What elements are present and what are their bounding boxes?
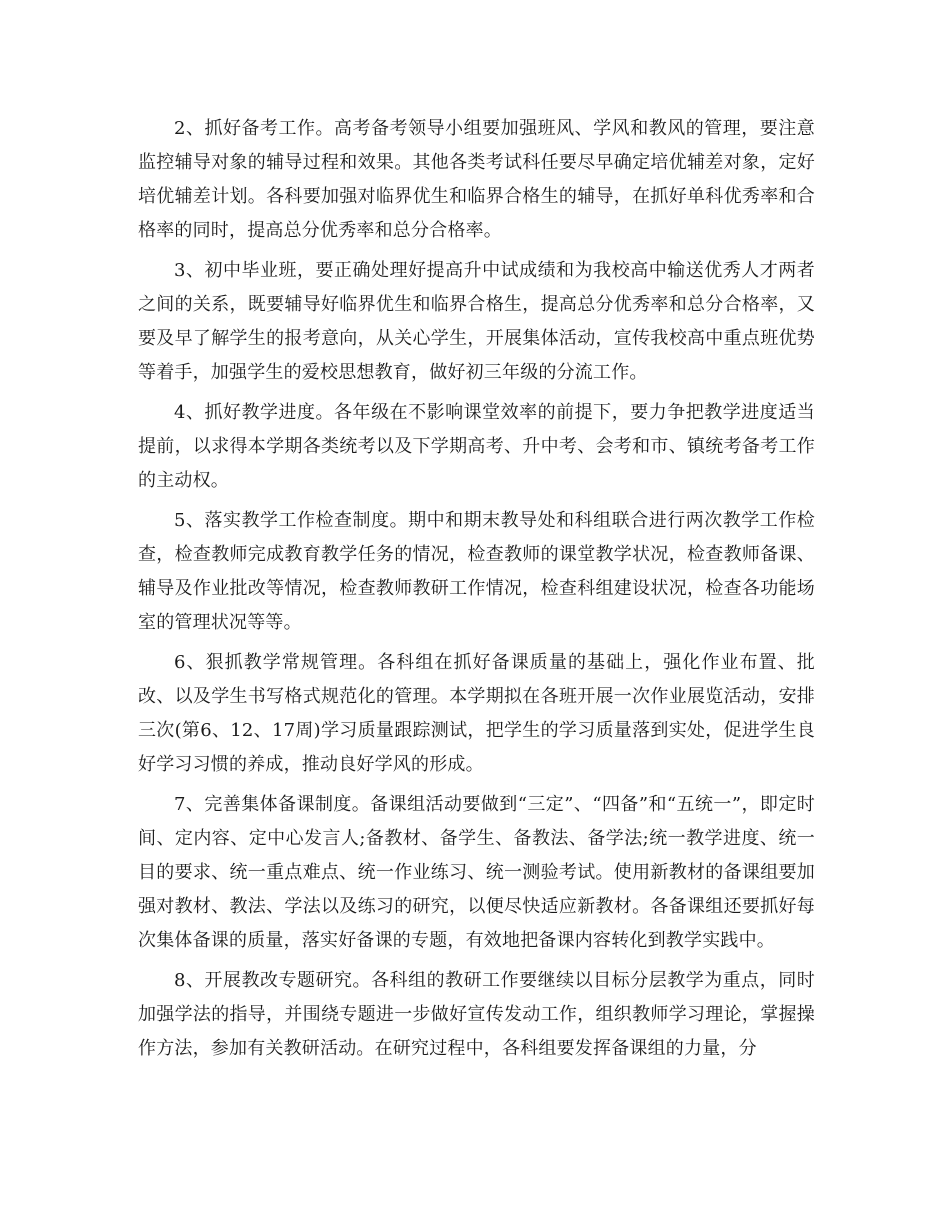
paragraph-item-7: 7、完善集体备课制度。备课组活动要做到“三定”、“四备”和“五统一”，即定时间、定内容、定中心发言人;备教材、备学生、备教法、备学法;统一教学进度、统一目的要求、统一重点难点、统一作业练习、统一测验考试。使用新教材的备课组要加强对教材、教法、学法以及练习的研究，以便尽快适应新教材。各备课组还要抓好每次集体备课的质量，落实好备课的专题，有效地把备课内容转化到教学实践中。: [138, 794, 815, 951]
paragraph-item-8: 8、开展教改专题研究。各科组的教研工作要继续以目标分层教学为重点，同时加强学法的指导，并围绕专题进一步做好宣传发动工作，组织教师学习理论，掌握操作方法，参加有关教研活动。在研究过程中，各科组要发挥备课组的力量，分: [138, 970, 815, 1059]
paragraph-item-4: 4、抓好教学进度。各年级在不影响课堂效率的前提下，要力争把教学进度适当提前，以求得本学期各类统考以及下学期高考、升中考、会考和市、镇统考备考工作的主动权。: [138, 402, 815, 491]
paragraph-item-2: 2、抓好备考工作。高考备考领导小组要加强班风、学风和教风的管理，要注意监控辅导对象的辅导过程和效果。其他各类考试科任要尽早确定培优辅差对象，定好培优辅差计划。各科要加强对临界优生和临界合格生的辅导，在抓好单科优秀率和合格率的同时，提高总分优秀率和总分合格率。: [138, 118, 815, 241]
paragraph-item-6: 6、狠抓教学常规管理。各科组在抓好备课质量的基础上，强化作业布置、批改、以及学生书写格式规范化的管理。本学期拟在各班开展一次作业展览活动，安排三次(第6、12、17周)学习质量跟踪测试，把学生的学习质量落到实处，促进学生良好学习习惯的养成，推动良好学风的形成。: [138, 652, 815, 775]
document-body: [138, 112, 815, 1072]
paragraph-item-5: 5、落实教学工作检查制度。期中和期末教导处和科组联合进行两次教学工作检查，检查教师完成教育教学任务的情况，检查教师的课堂教学状况，检查教师备课、辅导及作业批改等情况，检查教师教研工作情况，检查科组建设状况，检查各功能场室的管理状况等等。: [138, 510, 815, 633]
paragraph-item-3: 3、初中毕业班，要正确处理好提高升中试成绩和为我校高中输送优秀人才两者之间的关系，既要辅导好临界优生和临界合格生，提高总分优秀率和总分合格率，又要及早了解学生的报考意向，从关心学生，开展集体活动，宣传我校高中重点班优势等着手，加强学生的爱校思想教育，做好初三年级的分流工作。: [138, 260, 815, 383]
